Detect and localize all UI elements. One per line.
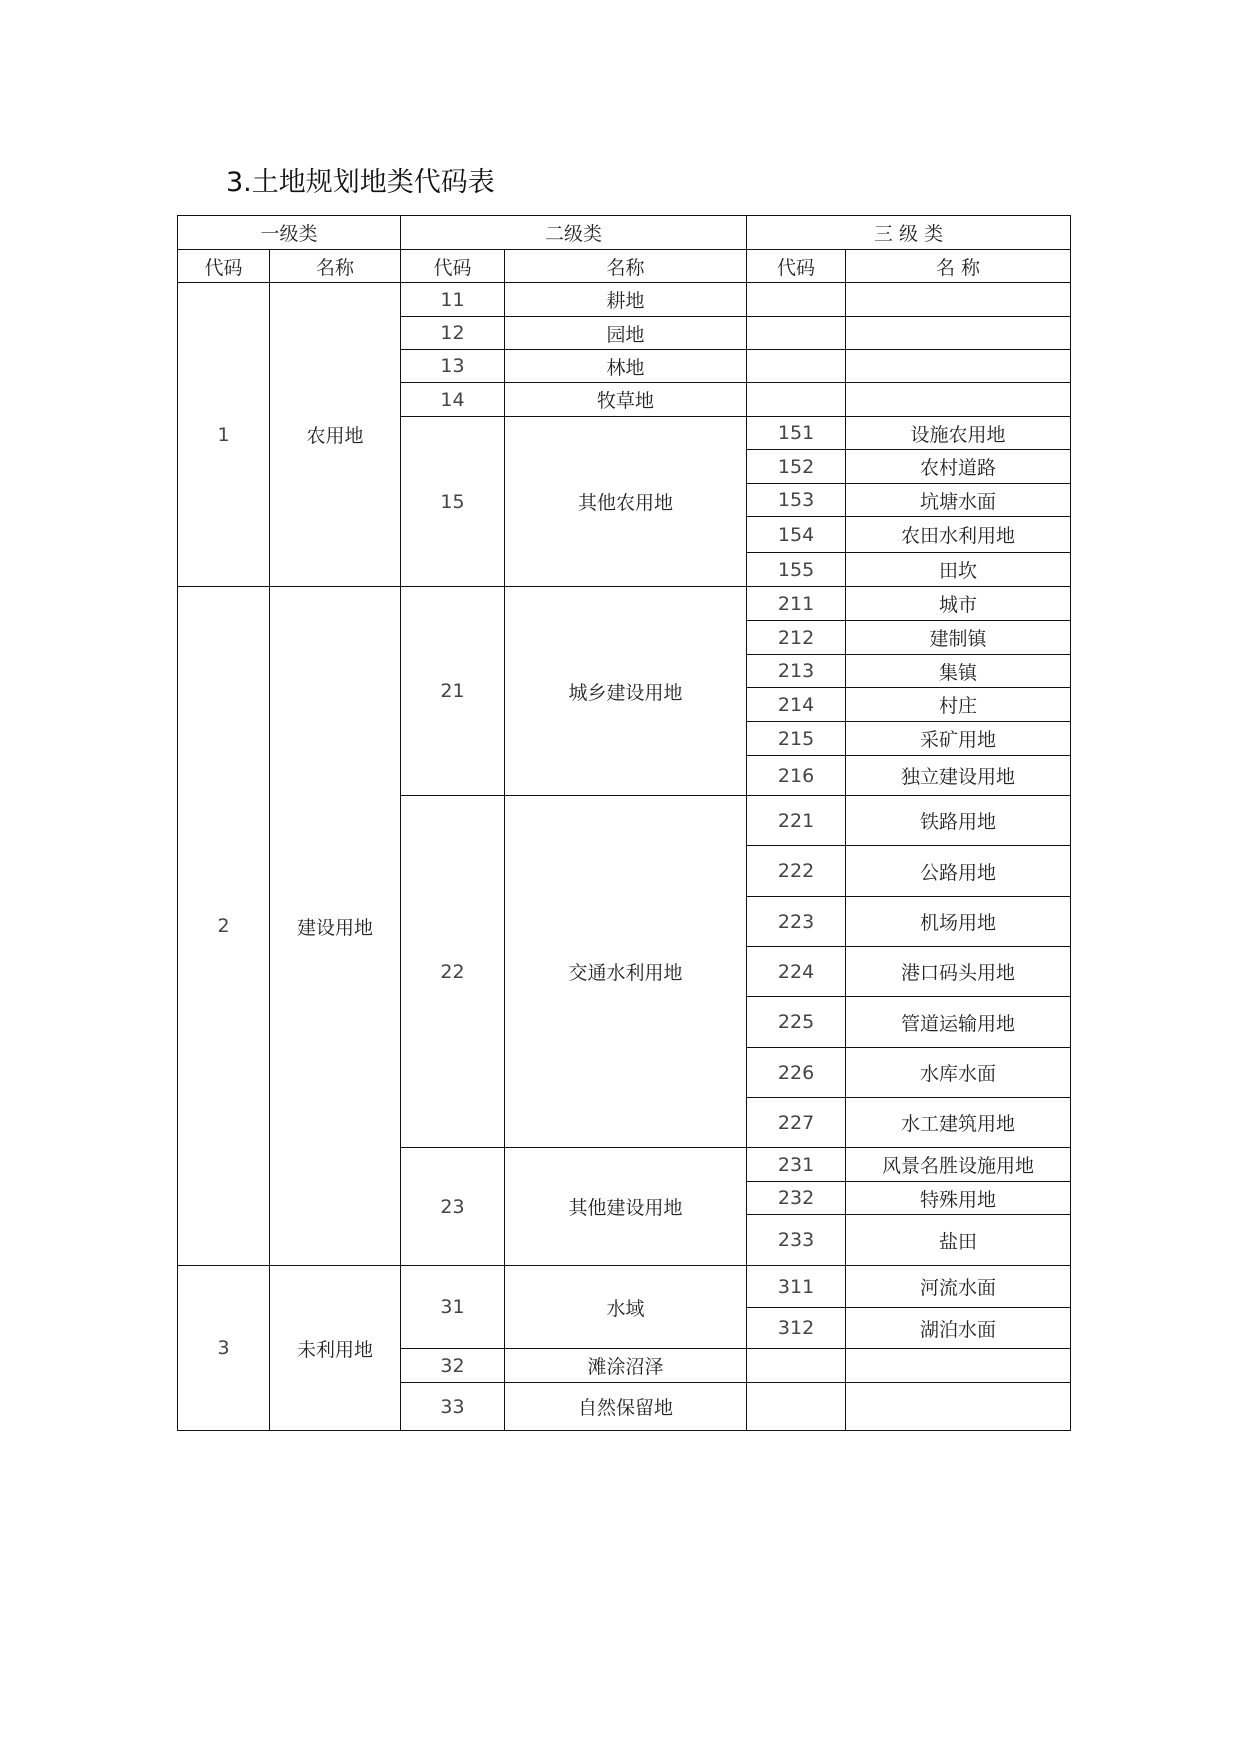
level3-code: 214 [747, 688, 846, 722]
level2-name: 滩涂沼泽 [505, 1349, 747, 1383]
level3-code: 212 [747, 621, 846, 655]
header-code: 代码 [178, 250, 270, 283]
level3-code: 224 [747, 947, 846, 997]
level3-name: 坑塘水面 [846, 484, 1071, 517]
level2-code: 14 [401, 383, 505, 417]
level3-name: 农村道路 [846, 450, 1071, 484]
level3-code: 222 [747, 846, 846, 897]
level1-code: 1 [178, 283, 270, 587]
level2-name: 其他农用地 [505, 417, 747, 587]
table-row [178, 283, 1071, 317]
level3-code: 232 [747, 1182, 846, 1215]
header-row-groups [178, 216, 1071, 250]
land-code-table [177, 215, 1071, 1431]
level3-code: 223 [747, 897, 846, 947]
level1-code: 2 [178, 587, 270, 1266]
level3-name: 独立建设用地 [846, 756, 1071, 796]
level2-code: 33 [401, 1383, 505, 1431]
empty-cell [846, 350, 1071, 383]
level3-name: 村庄 [846, 688, 1071, 722]
level3-code: 213 [747, 655, 846, 688]
header-level3: 三 级 类 [747, 216, 1071, 250]
empty-cell [747, 317, 846, 350]
level3-code: 226 [747, 1048, 846, 1098]
level3-code: 155 [747, 553, 846, 587]
header-code: 代码 [401, 250, 505, 283]
level2-code: 21 [401, 587, 505, 796]
level3-code: 312 [747, 1308, 846, 1349]
level3-code: 227 [747, 1098, 846, 1148]
level2-code: 11 [401, 283, 505, 317]
empty-cell [747, 350, 846, 383]
level2-name: 交通水利用地 [505, 796, 747, 1148]
level3-code: 153 [747, 484, 846, 517]
level3-name: 管道运输用地 [846, 997, 1071, 1048]
empty-cell [846, 1383, 1071, 1431]
level2-name: 水域 [505, 1266, 747, 1349]
level3-name: 盐田 [846, 1215, 1071, 1266]
level2-name: 耕地 [505, 283, 747, 317]
level3-name: 水工建筑用地 [846, 1098, 1071, 1148]
header-name: 名称 [505, 250, 747, 283]
level3-code: 154 [747, 517, 846, 553]
level3-name: 公路用地 [846, 846, 1071, 897]
level3-code: 231 [747, 1148, 846, 1182]
page-title: 3.土地规划地类代码表 [226, 167, 495, 198]
header-name: 名称 [270, 250, 401, 283]
level3-name: 建制镇 [846, 621, 1071, 655]
empty-cell [846, 1349, 1071, 1383]
level3-name: 特殊用地 [846, 1182, 1071, 1215]
level3-code: 311 [747, 1266, 846, 1308]
level1-name: 建设用地 [270, 587, 401, 1266]
empty-cell [846, 317, 1071, 350]
level2-code: 15 [401, 417, 505, 587]
table-row [178, 1266, 1071, 1308]
empty-cell [846, 283, 1071, 317]
level2-code: 32 [401, 1349, 505, 1383]
level1-code: 3 [178, 1266, 270, 1431]
level2-code: 12 [401, 317, 505, 350]
level3-code: 215 [747, 722, 846, 756]
level2-name: 园地 [505, 317, 747, 350]
empty-cell [747, 1349, 846, 1383]
level3-name: 采矿用地 [846, 722, 1071, 756]
header-row-columns [178, 250, 1071, 283]
level1-name: 未利用地 [270, 1266, 401, 1431]
level3-name: 设施农用地 [846, 417, 1071, 450]
empty-cell [846, 383, 1071, 417]
level3-name: 农田水利用地 [846, 517, 1071, 553]
level3-name: 风景名胜设施用地 [846, 1148, 1071, 1182]
level2-name: 其他建设用地 [505, 1148, 747, 1266]
level3-name: 城市 [846, 587, 1071, 621]
level2-code: 23 [401, 1148, 505, 1266]
level3-name: 机场用地 [846, 897, 1071, 947]
level3-name: 河流水面 [846, 1266, 1071, 1308]
level1-name: 农用地 [270, 283, 401, 587]
level3-code: 152 [747, 450, 846, 484]
level2-code: 22 [401, 796, 505, 1148]
level3-name: 水库水面 [846, 1048, 1071, 1098]
level2-name: 林地 [505, 350, 747, 383]
empty-cell [747, 283, 846, 317]
level2-name: 城乡建设用地 [505, 587, 747, 796]
level3-code: 151 [747, 417, 846, 450]
level3-name: 铁路用地 [846, 796, 1071, 846]
level2-code: 31 [401, 1266, 505, 1349]
level3-name: 湖泊水面 [846, 1308, 1071, 1349]
header-name: 名 称 [846, 250, 1071, 283]
level3-name: 田坎 [846, 553, 1071, 587]
header-level1: 一级类 [178, 216, 401, 250]
level3-code: 233 [747, 1215, 846, 1266]
header-level2: 二级类 [401, 216, 747, 250]
table-row [178, 587, 1071, 621]
level2-code: 13 [401, 350, 505, 383]
level2-name: 自然保留地 [505, 1383, 747, 1431]
level3-name: 港口码头用地 [846, 947, 1071, 997]
empty-cell [747, 1383, 846, 1431]
level2-name: 牧草地 [505, 383, 747, 417]
level3-code: 221 [747, 796, 846, 846]
level3-code: 211 [747, 587, 846, 621]
empty-cell [747, 383, 846, 417]
header-code: 代码 [747, 250, 846, 283]
level3-code: 216 [747, 756, 846, 796]
level3-name: 集镇 [846, 655, 1071, 688]
level3-code: 225 [747, 997, 846, 1048]
